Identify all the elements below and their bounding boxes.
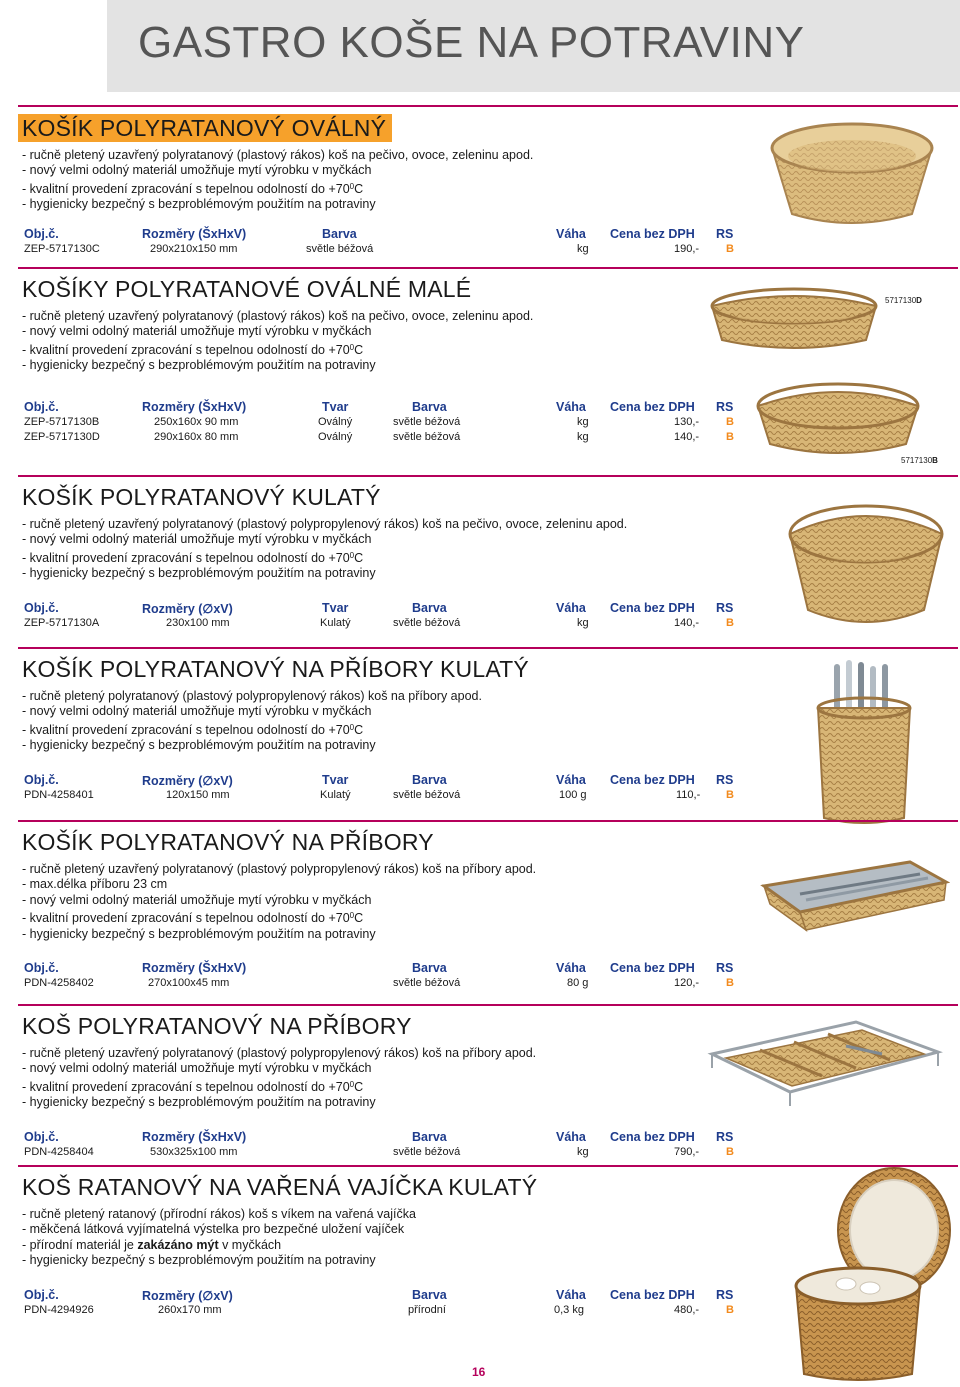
- table-cell: 140,-: [674, 430, 700, 443]
- col-header: Obj.č.: [24, 1287, 59, 1302]
- col-header: Váha: [556, 772, 586, 787]
- table-cell: 80 g: [567, 977, 589, 990]
- col-header: RS: [716, 600, 734, 615]
- desc-line: - kvalitní provedení zpracování s tepelnou odolností do $+70^0C$: [22, 550, 364, 565]
- table-cell: kg: [577, 415, 589, 428]
- desc-line: - hygienicky bezpečný s bezproblémovým použitím na potraviny: [22, 1253, 376, 1268]
- table-cell: 250x160x 90 mm: [154, 415, 239, 428]
- table-cell: kg: [577, 616, 589, 629]
- section-title: KOŠ POLYRATANOVÝ NA PŘÍBORY: [22, 1013, 412, 1039]
- table-cell: 290x210x150 mm: [150, 242, 238, 255]
- cutlery-cylinder-basket-image: [804, 660, 924, 826]
- rs-cell: B: [726, 788, 734, 801]
- col-header: Rozměry (ŠxHxV): [142, 399, 247, 414]
- rs-cell: B: [726, 242, 734, 255]
- product-table: [22, 961, 742, 997]
- col-header: Barva: [412, 600, 447, 615]
- product-section-cutlery: [22, 828, 742, 997]
- section-divider: [18, 105, 958, 107]
- col-header: Cena bez DPH: [610, 399, 695, 414]
- image-code-label: 5717130D: [885, 296, 922, 305]
- table-cell: 480,-: [674, 1303, 700, 1316]
- desc-line: - kvalitní provedení zpracování s tepelnou odolností do $+70^0C$: [22, 1079, 364, 1094]
- col-header: Obj.č.: [24, 1129, 59, 1144]
- round-basket-image: [786, 498, 946, 630]
- col-header: Tvar: [322, 600, 349, 615]
- desc-line: - hygienicky bezpečný s bezproblémovým použitím na potraviny: [22, 926, 376, 941]
- col-header: RS: [716, 399, 734, 414]
- section-divider: [18, 1004, 958, 1006]
- desc-line: - nový velmi odolný materiál umožňuje mytí výrobku v myčkách: [22, 324, 372, 339]
- table-cell: Kulatý: [320, 616, 351, 629]
- product-table: [22, 601, 742, 637]
- desc-line: - kvalitní provedení zpracování s tepelnou odolností do $+70^0C$: [22, 181, 364, 196]
- product-table: [22, 1288, 742, 1324]
- oval-basket-small-b-image: [752, 376, 924, 458]
- section-title: KOŠÍK POLYRATANOVÝ NA PŘÍBORY: [22, 829, 434, 855]
- product-section-oval: [22, 114, 742, 263]
- col-header: Cena bez DPH: [610, 1287, 695, 1302]
- desc-line: - kvalitní provedení zpracování s tepelnou odolností do $+70^0C$: [22, 911, 364, 926]
- col-header: RS: [716, 1287, 734, 1302]
- col-header: Rozměry (∅xV): [142, 601, 233, 616]
- table-cell: 120x150 mm: [166, 788, 230, 801]
- table-cell: PDN-4258404: [24, 1145, 94, 1158]
- table-cell: 260x170 mm: [158, 1303, 222, 1316]
- product-table: [22, 1130, 742, 1166]
- col-header: Cena bez DPH: [610, 600, 695, 615]
- description: [22, 1046, 742, 1111]
- table-cell: 130,-: [674, 415, 700, 428]
- cutlery-organizer-rack-image: [706, 1012, 944, 1112]
- col-header: Barva: [412, 772, 447, 787]
- table-cell: Oválný: [318, 430, 353, 443]
- desc-line: - nový velmi odolný materiál umožňuje mytí výrobku v myčkách: [22, 532, 372, 547]
- section-title: KOŠÍK POLYRATANOVÝ NA PŘÍBORY KULATÝ: [22, 656, 529, 682]
- page-number: 16: [472, 1365, 486, 1379]
- table-cell: přírodní: [408, 1303, 446, 1316]
- table-cell: 230x100 mm: [166, 616, 230, 629]
- table-cell: 100 g: [559, 788, 587, 801]
- section-title: KOŠÍK POLYRATANOVÝ OVÁLNÝ: [18, 114, 392, 142]
- table-cell: 790,-: [674, 1145, 700, 1158]
- col-header: Barva: [322, 226, 357, 241]
- section-divider: [18, 647, 958, 649]
- col-header: RS: [716, 772, 734, 787]
- desc-line: - kvalitní provedení zpracování s tepelnou odolností do $+70^0C$: [22, 342, 364, 357]
- table-cell: světle béžová: [393, 415, 461, 428]
- desc-line: - přírodní materiál je zakázáno mýt v myčkách: [22, 1237, 282, 1252]
- rs-cell: B: [726, 430, 734, 443]
- table-cell: kg: [577, 430, 589, 443]
- desc-line: - ručně pletený uzavřený polyratanový (plastový polypropylenový rákos) koš na příbory apod.: [22, 862, 537, 876]
- table-cell: PDN-4258402: [24, 977, 94, 990]
- table-cell: světle béžová: [393, 1145, 461, 1158]
- table-cell: 290x160x 80 mm: [154, 430, 239, 443]
- product-table: [22, 773, 742, 809]
- table-cell: Kulatý: [320, 788, 351, 801]
- col-header: Barva: [412, 1129, 447, 1144]
- table-cell: 530x325x100 mm: [150, 1145, 238, 1158]
- table-cell: PDN-4258401: [24, 788, 94, 801]
- col-header: Váha: [556, 600, 586, 615]
- image-code-label: 5717130B: [901, 456, 938, 465]
- col-header: Rozměry (ŠxHxV): [142, 226, 247, 241]
- product-section-round: [22, 483, 742, 637]
- section-divider: [18, 475, 958, 477]
- col-header: RS: [716, 1129, 734, 1144]
- desc-line: - ručně pletený polyratanový (plastový polypropylenový rákos) koš na příbory apod.: [22, 689, 482, 703]
- col-header: Obj.č.: [24, 226, 59, 241]
- col-header: Váha: [556, 961, 586, 976]
- desc-line: - hygienicky bezpečný s bezproblémovým použitím na potraviny: [22, 566, 376, 581]
- description: [22, 862, 742, 942]
- col-header: Váha: [556, 1287, 586, 1302]
- oval-basket-image: [762, 110, 942, 230]
- col-header: Tvar: [322, 399, 349, 414]
- col-header: Tvar: [322, 772, 349, 787]
- product-section-egg-basket: [22, 1173, 742, 1324]
- col-header: Obj.č.: [24, 600, 59, 615]
- col-header: Obj.č.: [24, 772, 59, 787]
- col-header: Barva: [412, 1287, 447, 1302]
- table-cell: ZEP-5717130D: [24, 430, 100, 443]
- rs-cell: B: [726, 415, 734, 428]
- desc-line: - nový velmi odolný materiál umožňuje mytí výrobku v myčkách: [22, 1061, 372, 1076]
- col-header: Cena bez DPH: [610, 1129, 695, 1144]
- table-cell: Oválný: [318, 415, 353, 428]
- table-cell: světle béžová: [393, 430, 461, 443]
- col-header: Obj.č.: [24, 961, 59, 976]
- description: [22, 689, 742, 754]
- desc-line: - hygienicky bezpečný s bezproblémovým použitím na potraviny: [22, 358, 376, 373]
- col-header: Cena bez DPH: [610, 772, 695, 787]
- product-section-cutlery-tray: [22, 1012, 742, 1166]
- section-divider: [18, 820, 958, 822]
- product-section-oval-small: [22, 275, 742, 450]
- oval-basket-small-d-image: [706, 282, 882, 354]
- table-cell: ZEP-5717130C: [24, 242, 100, 255]
- col-header: Rozměry (∅xV): [142, 773, 233, 788]
- table-cell: světle béžová: [393, 977, 461, 990]
- col-header: RS: [716, 226, 734, 241]
- section-title: KOŠ RATANOVÝ NA VAŘENÁ VAJÍČKA KULATÝ: [22, 1174, 538, 1200]
- table-cell: ZEP-5717130B: [24, 415, 100, 428]
- table-cell: světle béžová: [393, 616, 461, 629]
- desc-line: - hygienicky bezpečný s bezproblémovým použitím na potraviny: [22, 1095, 376, 1110]
- col-header: Váha: [556, 1129, 586, 1144]
- table-cell: 190,-: [674, 242, 700, 255]
- desc-line: - ručně pletený uzavřený polyratanový (plastový rákos) koš na pečivo, ovoce, zeleninu apod.: [22, 148, 534, 162]
- desc-line: - ručně pletený ratanový (přírodní rákos) koš s víkem na vařená vajíčka: [22, 1207, 416, 1221]
- cutlery-tray-basket-image: [760, 856, 950, 936]
- col-header: Obj.č.: [24, 399, 59, 414]
- col-header: Váha: [556, 399, 586, 414]
- desc-line: - nový velmi odolný materiál umožňuje mytí výrobku v myčkách: [22, 163, 372, 178]
- col-header: Cena bez DPH: [610, 226, 695, 241]
- table-cell: PDN-4294926: [24, 1303, 94, 1316]
- desc-line: - nový velmi odolný materiál umožňuje mytí výrobku v myčkách: [22, 892, 372, 907]
- description: [22, 148, 742, 213]
- desc-line: - hygienicky bezpečný s bezproblémovým použitím na potraviny: [22, 197, 376, 212]
- desc-line: - ručně pletený uzavřený polyratanový (plastový rákos) koš na pečivo, ovoce, zeleninu apod.: [22, 309, 534, 323]
- col-header: Rozměry (∅xV): [142, 1288, 233, 1303]
- table-cell: světle béžová: [306, 242, 374, 255]
- rs-cell: B: [726, 616, 734, 629]
- desc-line: - ručně pletený uzavřený polyratanový (plastový polypropylenový rákos) koš na pečivo, ovoce, zeleninu apod.: [22, 517, 628, 531]
- rs-cell: B: [726, 1145, 734, 1158]
- desc-line: - kvalitní provedení zpracování s tepelnou odolností do $+70^0C$: [22, 722, 364, 737]
- rs-cell: B: [726, 1303, 734, 1316]
- table-cell: 140,-: [674, 616, 700, 629]
- product-section-cutlery-round: [22, 655, 742, 809]
- rs-cell: B: [726, 977, 734, 990]
- col-header: Rozměry (ŠxHxV): [142, 1129, 247, 1144]
- description: [22, 1207, 742, 1269]
- egg-basket-image: [792, 1166, 952, 1382]
- table-cell: 110,-: [676, 788, 701, 801]
- table-cell: kg: [577, 1145, 589, 1158]
- desc-line: - ručně pletený uzavřený polyratanový (plastový polypropylenový rákos) koš na příbory apod.: [22, 1046, 537, 1060]
- table-cell: světle béžová: [393, 788, 461, 801]
- table-cell: 0,3 kg: [554, 1303, 584, 1316]
- col-header: RS: [716, 961, 734, 976]
- col-header: Váha: [556, 226, 586, 241]
- desc-line: - nový velmi odolný materiál umožňuje mytí výrobku v myčkách: [22, 704, 372, 719]
- table-cell: kg: [577, 242, 589, 255]
- col-header: Barva: [412, 399, 447, 414]
- product-table: [22, 227, 742, 263]
- col-header: Barva: [412, 961, 447, 976]
- section-title: KOŠÍKY POLYRATANOVÉ OVÁLNÉ MALÉ: [22, 276, 472, 302]
- product-table: [22, 400, 742, 450]
- description: [22, 517, 742, 582]
- section-divider: [18, 267, 958, 269]
- table-cell: 120,-: [674, 977, 700, 990]
- desc-line: - měkčená látková vyjímatelná výstelka pro bezpečné uložení vajíček: [22, 1222, 405, 1237]
- section-title: KOŠÍK POLYRATANOVÝ KULATÝ: [22, 484, 381, 510]
- page-title: GASTRO KOŠE NA POTRAVINY: [138, 18, 805, 67]
- table-cell: ZEP-5717130A: [24, 616, 100, 629]
- col-header: Rozměry (ŠxHxV): [142, 961, 247, 976]
- col-header: Cena bez DPH: [610, 961, 695, 976]
- desc-line: - max.délka příboru 23 cm: [22, 877, 168, 892]
- table-cell: 270x100x45 mm: [148, 977, 230, 990]
- desc-line: - hygienicky bezpečný s bezproblémovým použitím na potraviny: [22, 738, 376, 753]
- description: [22, 309, 742, 374]
